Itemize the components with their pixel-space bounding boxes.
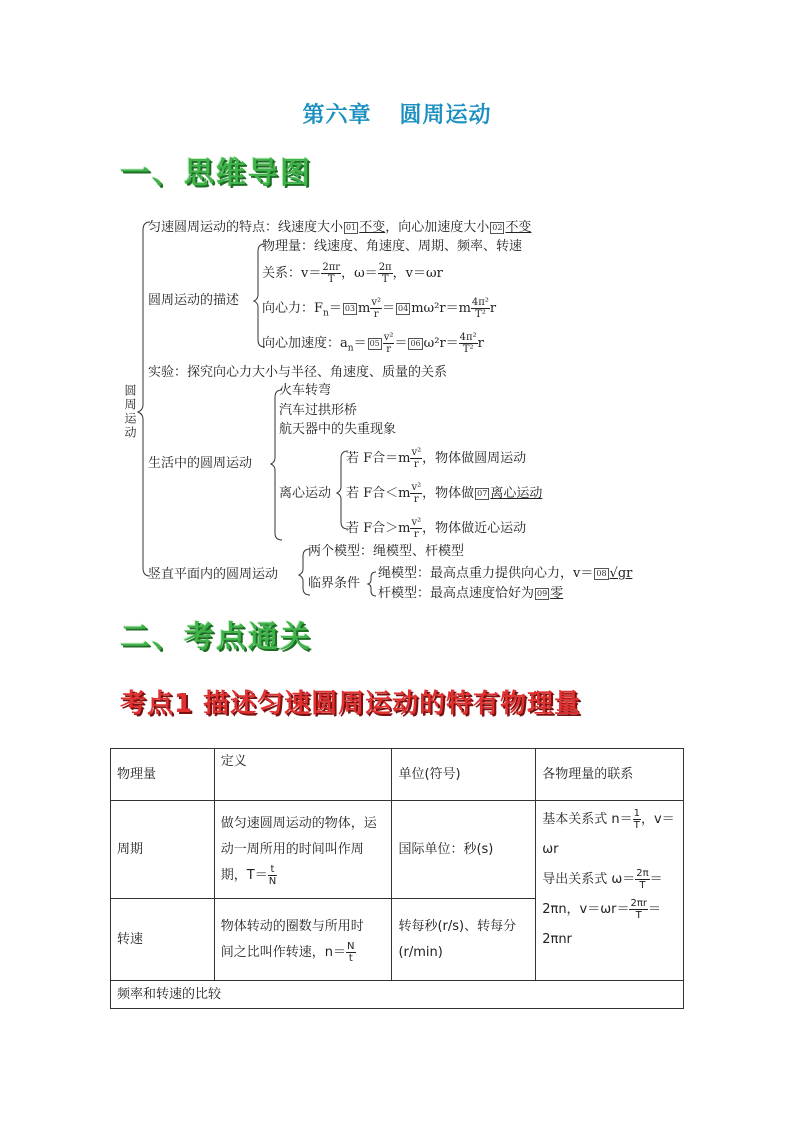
num: 4π² [471, 297, 489, 308]
fraction [383, 332, 395, 355]
blank-08: 08 [596, 568, 607, 578]
cell-relations [536, 801, 684, 981]
num: v² [383, 332, 394, 343]
fraction [629, 898, 648, 921]
table-header-row [111, 749, 684, 801]
text: ，ω＝ [341, 266, 378, 281]
life-weightless: 航天器中的失重现象 [279, 422, 397, 437]
text: 若 F合＝m [346, 451, 411, 466]
num: N [347, 940, 355, 952]
den: N [268, 875, 277, 887]
blank-09: 09 [537, 588, 548, 598]
desc-quantities: 物理量：线速度、角速度、周期、频率、转速 [262, 239, 523, 254]
den: T [633, 820, 640, 831]
num: 2π [636, 868, 649, 879]
section-mindmap-heading: 一、思维导图 [120, 156, 312, 191]
subscript: n [347, 343, 354, 354]
desc-relations [262, 262, 443, 285]
fraction [370, 297, 382, 320]
header-cell: 各物理量的联系 [536, 749, 684, 801]
mindmap-root: 圆周运动 [123, 384, 137, 440]
critical-rope [378, 566, 632, 582]
text [542, 865, 677, 895]
header-cell: 单位(符号) [392, 749, 536, 801]
num: t [268, 864, 277, 876]
desc-centripetal-force [262, 297, 496, 322]
text: ，物体做近心运动 [422, 521, 527, 536]
centrifugal-case-equal [346, 447, 526, 470]
den: r [373, 309, 379, 320]
text: ，v＝ωr [392, 266, 443, 281]
num: 1 [633, 808, 640, 819]
vertical-two-models: 两个模型：绳模型、杆模型 [308, 544, 465, 559]
table-row [111, 981, 684, 1009]
branch-uniform-features [148, 220, 531, 236]
fraction [635, 868, 649, 891]
cell-name: 周期 [111, 801, 215, 899]
den: r [386, 344, 391, 355]
text: 关系：v＝ [262, 266, 322, 281]
fraction [410, 447, 422, 470]
text: 2πnr [542, 932, 572, 947]
den: T [381, 274, 389, 285]
text: 匀速圆周运动的特点：线速度大小 [148, 220, 344, 235]
text: ＝ [328, 301, 342, 316]
text: ＝ [394, 336, 408, 351]
centrifugal-case-greater [346, 517, 526, 540]
text: ＝ [353, 336, 367, 351]
chapter-title: 圆周运动 [399, 102, 492, 128]
answer-02: 不变 [505, 220, 532, 235]
cell-definition [214, 899, 392, 981]
blank-05: 05 [369, 338, 380, 348]
text: r [489, 301, 497, 316]
text: 动一周所用的时间叫作周 [220, 841, 364, 857]
text: 转每秒(r/s)、转每分 [398, 918, 517, 934]
text: 期，T＝ [220, 867, 268, 883]
text: ，v＝ [640, 812, 675, 827]
text: 2πn，v＝ωr＝ [542, 902, 630, 917]
life-arch-bridge: 汽车过拱形桥 [279, 403, 358, 418]
fraction [346, 941, 355, 964]
header-cell: 物理量 [111, 749, 215, 801]
text: 物体转动的圈数与所用时 [220, 918, 364, 934]
cell-unit: 国际单位：秒(s) [392, 801, 536, 899]
desc-centripetal-accel [262, 332, 484, 357]
answer-09: 零 [550, 586, 564, 601]
den: T [639, 880, 646, 891]
den: r [413, 529, 419, 540]
branch-vertical: 竖直平面内的圆周运动 [148, 567, 279, 582]
text: ，物体做 [422, 486, 475, 501]
num: v² [411, 517, 422, 528]
text: ωr [542, 842, 559, 857]
blank-06: 06 [410, 338, 421, 348]
text: 若 F合＜m [346, 486, 411, 501]
text: 做匀速圆周运动的物体，运 [220, 815, 377, 831]
text: 向心力：F [262, 301, 324, 316]
text [542, 895, 677, 925]
blank-01: 01 [346, 222, 357, 232]
num: v² [411, 447, 422, 458]
chapter-number: 第六章 [302, 102, 372, 128]
life-centrifugal: 离心运动 [279, 486, 332, 501]
answer-01: 不变 [359, 220, 386, 235]
fraction [321, 262, 341, 285]
blank-04: 04 [398, 303, 409, 313]
text: r [477, 336, 484, 351]
life-train-turn: 火车转弯 [279, 383, 332, 398]
branch-experiment: 实验：探究向心力大小与半径、角速度、质量的关系 [148, 365, 448, 380]
branch-daily-life: 生活中的圆周运动 [148, 456, 253, 471]
fraction [471, 297, 490, 320]
num: 4π² [459, 332, 477, 343]
cell-definition [214, 801, 392, 899]
text: 向心加速度：a [262, 336, 348, 351]
cell-name: 转速 [111, 899, 215, 981]
fraction [459, 332, 478, 355]
num: v² [411, 482, 422, 493]
num: 2πr [322, 262, 341, 273]
text: 绳模型：最高点重力提供向心力，v＝ [378, 566, 594, 581]
cell-unit [392, 899, 536, 981]
centrifugal-case-less [346, 482, 542, 505]
text [542, 805, 677, 835]
fraction [410, 517, 422, 540]
text: ＝ [382, 301, 396, 316]
critical-rod [378, 586, 563, 602]
text [221, 940, 386, 966]
branch-description: 圆周运动的描述 [148, 293, 240, 308]
text: ＝ [647, 902, 661, 917]
den: r [413, 494, 419, 505]
fraction [633, 808, 641, 831]
answer-07: 离心运动 [490, 486, 543, 501]
text: m [358, 301, 371, 316]
text: 间之比叫作转速，n＝ [220, 944, 347, 960]
text: (r/min) [398, 944, 443, 960]
num: 2π [378, 262, 392, 273]
kaodian-title: 考点1 描述匀速圆周运动的特有物理量 [120, 689, 582, 719]
den: T² [462, 344, 474, 355]
den: T [635, 910, 642, 921]
text: ，向心加速度大小 [385, 220, 490, 235]
num: v² [371, 297, 382, 308]
blank-07: 07 [477, 488, 488, 498]
den: r [413, 459, 419, 470]
table-row [111, 801, 684, 899]
num: 2πr [630, 898, 647, 909]
text: ，物体做圆周运动 [422, 451, 527, 466]
den: T² [475, 309, 486, 320]
text: 基本关系式 n＝ [542, 812, 633, 827]
den: T [327, 274, 335, 285]
fraction [410, 482, 422, 505]
blank-03: 03 [344, 303, 356, 313]
vertical-critical: 临界条件 [308, 576, 361, 591]
cell-footer: 频率和转速的比较 [111, 981, 684, 1009]
answer-08: √gr [609, 566, 633, 581]
text: ω²r＝ [423, 336, 459, 351]
root-brace [138, 222, 150, 576]
fraction [268, 864, 277, 887]
text: 若 F合＞m [346, 521, 411, 536]
fraction [378, 262, 393, 285]
section-kaodian-heading: 二、考点通关 [120, 620, 312, 655]
den: t [348, 952, 353, 964]
critical-brace [368, 572, 376, 596]
header-cell: 定义 [214, 749, 392, 801]
text: 杆模型：最高点速度恰好为 [378, 586, 535, 601]
subscript: n [323, 308, 329, 319]
blank-02: 02 [492, 222, 503, 232]
text: ＝ [649, 872, 663, 887]
quantities-table [110, 748, 684, 1009]
text: 导出关系式 ω＝ [542, 872, 636, 887]
text: mω²r＝m [411, 301, 471, 316]
text [221, 863, 386, 889]
